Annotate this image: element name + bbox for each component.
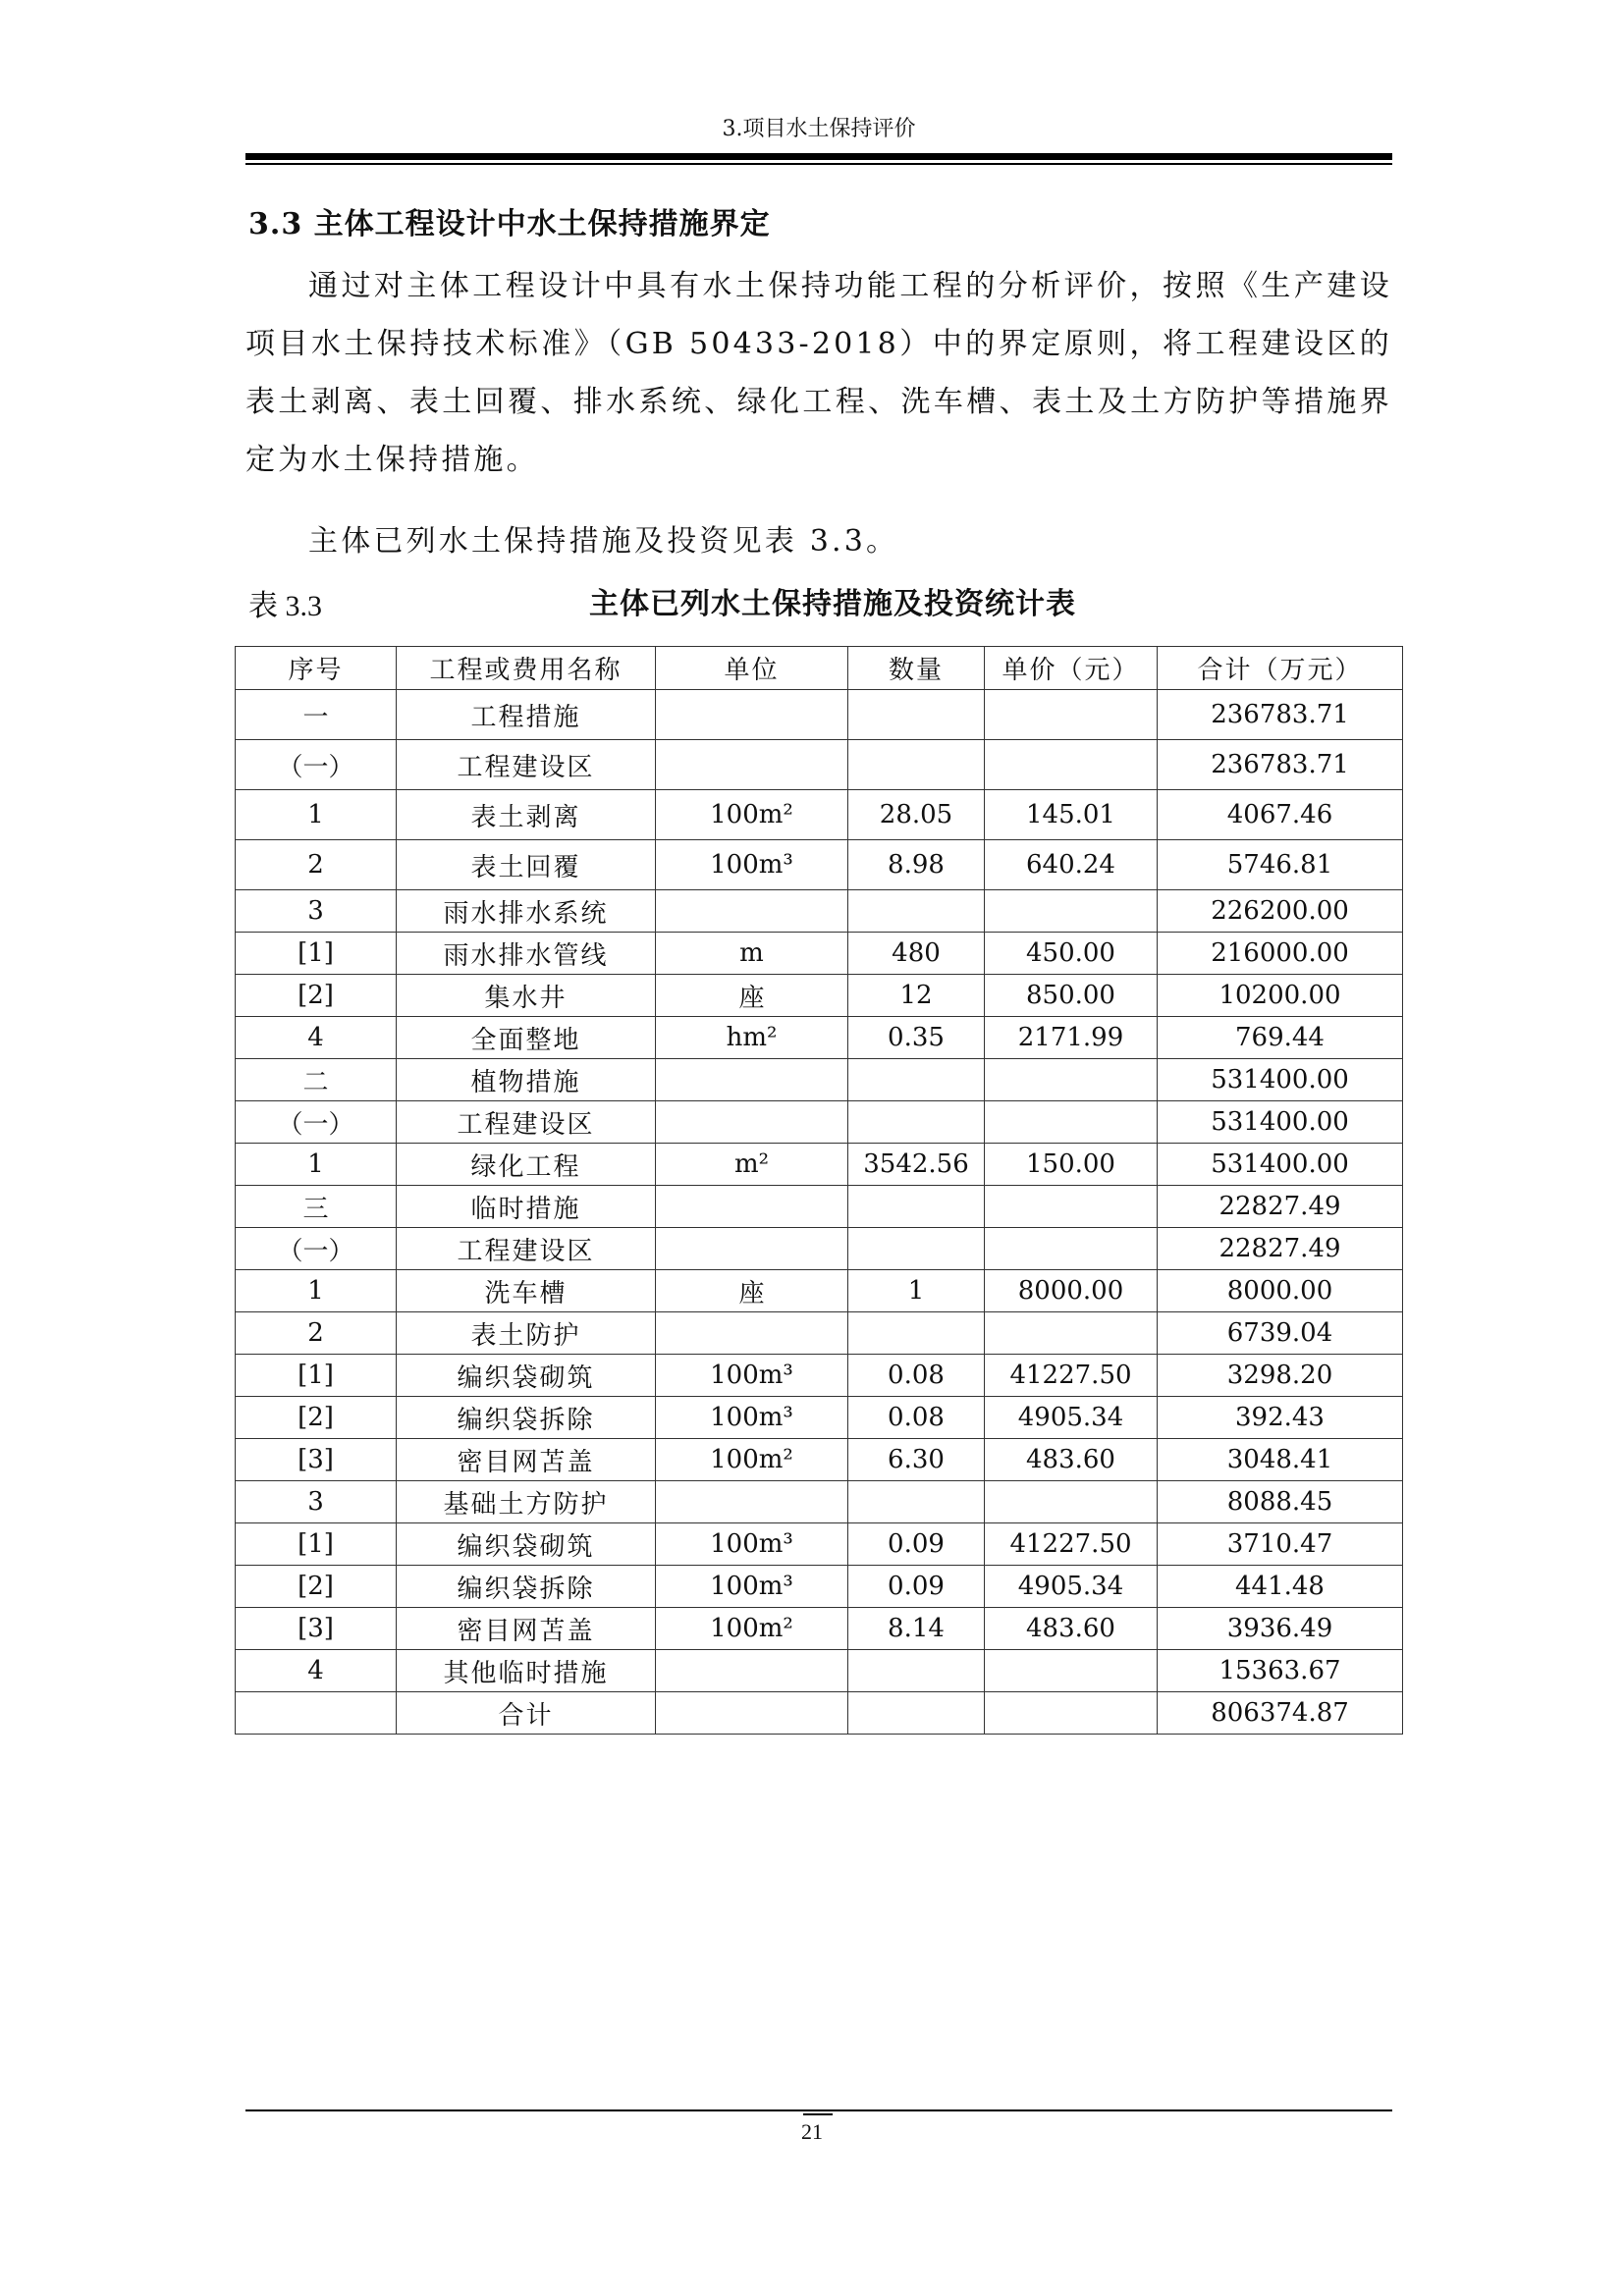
page-number-mark	[803, 2113, 833, 2115]
cell-unit-price	[985, 690, 1158, 740]
cell-name: 密目网苫盖	[397, 1439, 656, 1481]
cell-seq: 1	[236, 790, 397, 840]
cell-seq: 1	[236, 1270, 397, 1312]
cell-name: 全面整地	[397, 1017, 656, 1059]
cell-quantity	[848, 1228, 985, 1270]
cell-seq: 3	[236, 1481, 397, 1523]
cell-total: 216000.00	[1158, 933, 1403, 975]
cell-quantity	[848, 890, 985, 933]
cell-total: 15363.67	[1158, 1650, 1403, 1692]
cell-name: 集水井	[397, 975, 656, 1017]
header-cell-unit: 单位	[656, 647, 848, 690]
cell-name: 植物措施	[397, 1059, 656, 1101]
cell-unit-price	[985, 1312, 1158, 1355]
cell-name: 其他临时措施	[397, 1650, 656, 1692]
header-cell-unit-price: 单价（元）	[985, 647, 1158, 690]
cell-unit-price: 2171.99	[985, 1017, 1158, 1059]
table-row	[236, 1270, 1403, 1312]
cell-unit: 100m³	[656, 1523, 848, 1566]
cell-unit-price	[985, 1692, 1158, 1735]
cell-unit-price: 8000.00	[985, 1270, 1158, 1312]
cell-seq	[236, 1692, 397, 1735]
cell-quantity	[848, 1186, 985, 1228]
cell-unit	[656, 1186, 848, 1228]
cell-name: 工程建设区	[397, 1101, 656, 1144]
cell-total: 531400.00	[1158, 1101, 1403, 1144]
table-row	[236, 790, 1403, 840]
cell-unit	[656, 1059, 848, 1101]
cell-seq: 1	[236, 1144, 397, 1186]
table-row	[236, 1608, 1403, 1650]
cell-quantity	[848, 1312, 985, 1355]
table-row	[236, 1312, 1403, 1355]
cell-name: 编织袋砌筑	[397, 1355, 656, 1397]
cell-seq: 2	[236, 1312, 397, 1355]
cell-unit-price	[985, 890, 1158, 933]
cell-total: 531400.00	[1158, 1144, 1403, 1186]
cell-unit-price: 483.60	[985, 1439, 1158, 1481]
header-cell-name: 工程或费用名称	[397, 647, 656, 690]
cell-unit: 100m²	[656, 1608, 848, 1650]
cell-unit: 座	[656, 1270, 848, 1312]
header-rule-thin	[245, 163, 1392, 165]
table-row	[236, 690, 1403, 740]
cell-unit-price: 4905.34	[985, 1397, 1158, 1439]
cell-total: 392.43	[1158, 1397, 1403, 1439]
header-cell-total: 合计（万元）	[1158, 647, 1403, 690]
cell-unit-price: 850.00	[985, 975, 1158, 1017]
cell-seq: （一）	[236, 740, 397, 790]
cell-name: 编织袋拆除	[397, 1397, 656, 1439]
cell-seq: 三	[236, 1186, 397, 1228]
body-paragraph-1: 通过对主体工程设计中具有水土保持功能工程的分析评价，按照《生产建设项目水土保持技术标准》（GB 50433-2018）中的界定原则，将工程建设区的表土剥离、表土回覆、排水系统、绿化工程、洗车槽、表土及土方防护等措施界定为水土保持措施。	[245, 269, 1392, 477]
cell-quantity: 12	[848, 975, 985, 1017]
cell-quantity: 8.98	[848, 840, 985, 890]
cell-quantity	[848, 1650, 985, 1692]
cell-unit: 100m²	[656, 1439, 848, 1481]
cell-total: 806374.87	[1158, 1692, 1403, 1735]
cell-seq: 3	[236, 890, 397, 933]
cell-name: 编织袋拆除	[397, 1566, 656, 1608]
cell-name: 工程措施	[397, 690, 656, 740]
table-row	[236, 975, 1403, 1017]
header-cell-quantity: 数量	[848, 647, 985, 690]
cell-unit: 100m²	[656, 790, 848, 840]
table-row	[236, 1059, 1403, 1101]
cell-total: 5746.81	[1158, 840, 1403, 890]
cell-total: 8000.00	[1158, 1270, 1403, 1312]
cell-name: 合计	[397, 1692, 656, 1735]
cell-name: 表土回覆	[397, 840, 656, 890]
table-row	[236, 840, 1403, 890]
cell-quantity: 0.09	[848, 1523, 985, 1566]
cell-unit-price	[985, 1228, 1158, 1270]
body-paragraph-2: 主体已列水土保持措施及投资见表 3.3。	[308, 524, 899, 559]
cell-unit-price	[985, 1186, 1158, 1228]
cell-total: 769.44	[1158, 1017, 1403, 1059]
cell-unit: m²	[656, 1144, 848, 1186]
cell-seq: 4	[236, 1650, 397, 1692]
cell-total: 4067.46	[1158, 790, 1403, 840]
cell-unit-price	[985, 1650, 1158, 1692]
table-row	[236, 1144, 1403, 1186]
table-row	[236, 1523, 1403, 1566]
cell-total: 10200.00	[1158, 975, 1403, 1017]
cell-seq: （一）	[236, 1228, 397, 1270]
cell-quantity: 6.30	[848, 1439, 985, 1481]
cell-total: 531400.00	[1158, 1059, 1403, 1101]
table-total-row	[236, 1692, 1403, 1735]
cell-total: 3298.20	[1158, 1355, 1403, 1397]
table-row	[236, 1355, 1403, 1397]
cell-unit: 100m³	[656, 840, 848, 890]
cell-name: 基础土方防护	[397, 1481, 656, 1523]
cell-total: 22827.49	[1158, 1228, 1403, 1270]
table-row	[236, 933, 1403, 975]
cell-unit-price: 41227.50	[985, 1355, 1158, 1397]
cell-unit-price: 640.24	[985, 840, 1158, 890]
table-row	[236, 1439, 1403, 1481]
cell-unit	[656, 1228, 848, 1270]
cell-unit-price: 483.60	[985, 1608, 1158, 1650]
header-cell-seq: 序号	[236, 647, 397, 690]
cell-quantity: 0.35	[848, 1017, 985, 1059]
cell-unit: 100m³	[656, 1397, 848, 1439]
cell-name: 表土防护	[397, 1312, 656, 1355]
cell-seq: [1]	[236, 933, 397, 975]
table-row	[236, 1566, 1403, 1608]
cell-unit: m	[656, 933, 848, 975]
page-number: 21	[801, 2119, 823, 2144]
cell-total: 3710.47	[1158, 1523, 1403, 1566]
cell-quantity	[848, 1101, 985, 1144]
table-caption-number: 表 3.3	[248, 590, 322, 622]
table-row	[236, 1481, 1403, 1523]
header-rule-thick	[245, 153, 1392, 160]
cell-unit	[656, 690, 848, 740]
investment-table	[235, 646, 1403, 1735]
cell-unit	[656, 1650, 848, 1692]
cell-seq: [2]	[236, 975, 397, 1017]
cell-total: 3936.49	[1158, 1608, 1403, 1650]
table-row	[236, 1017, 1403, 1059]
cell-total: 226200.00	[1158, 890, 1403, 933]
table-row	[236, 890, 1403, 933]
cell-unit-price: 450.00	[985, 933, 1158, 975]
cell-seq: （一）	[236, 1101, 397, 1144]
cell-unit-price	[985, 1059, 1158, 1101]
cell-name: 洗车槽	[397, 1270, 656, 1312]
cell-seq: 2	[236, 840, 397, 890]
cell-total: 3048.41	[1158, 1439, 1403, 1481]
cell-name: 雨水排水管线	[397, 933, 656, 975]
table-row	[236, 1186, 1403, 1228]
table-caption-title: 主体已列水土保持措施及投资统计表	[589, 587, 1076, 621]
cell-quantity: 0.09	[848, 1566, 985, 1608]
cell-seq: [1]	[236, 1523, 397, 1566]
cell-unit: 100m³	[656, 1566, 848, 1608]
cell-unit-price	[985, 740, 1158, 790]
cell-total: 236783.71	[1158, 690, 1403, 740]
cell-unit-price: 41227.50	[985, 1523, 1158, 1566]
cell-seq: [2]	[236, 1397, 397, 1439]
cell-unit: hm²	[656, 1017, 848, 1059]
cell-unit: 100m³	[656, 1355, 848, 1397]
cell-unit	[656, 740, 848, 790]
table-header-row	[236, 647, 1403, 690]
section-heading: 3.3 主体工程设计中水土保持措施界定	[248, 207, 771, 241]
cell-name: 编织袋砌筑	[397, 1523, 656, 1566]
cell-quantity	[848, 690, 985, 740]
table-row	[236, 1650, 1403, 1692]
cell-quantity: 28.05	[848, 790, 985, 840]
cell-quantity: 0.08	[848, 1397, 985, 1439]
cell-seq: [1]	[236, 1355, 397, 1397]
cell-unit	[656, 1692, 848, 1735]
cell-unit: 座	[656, 975, 848, 1017]
cell-unit-price: 150.00	[985, 1144, 1158, 1186]
footer-rule	[245, 2109, 1392, 2111]
cell-unit-price: 4905.34	[985, 1566, 1158, 1608]
table-row	[236, 1101, 1403, 1144]
cell-seq: 二	[236, 1059, 397, 1101]
cell-total: 22827.49	[1158, 1186, 1403, 1228]
cell-quantity: 3542.56	[848, 1144, 985, 1186]
cell-quantity	[848, 1481, 985, 1523]
cell-quantity: 0.08	[848, 1355, 985, 1397]
table-row	[236, 1397, 1403, 1439]
cell-unit-price	[985, 1481, 1158, 1523]
cell-total: 8088.45	[1158, 1481, 1403, 1523]
cell-seq: [3]	[236, 1608, 397, 1650]
table-row	[236, 740, 1403, 790]
cell-name: 工程建设区	[397, 1228, 656, 1270]
cell-quantity	[848, 1059, 985, 1101]
cell-name: 雨水排水系统	[397, 890, 656, 933]
cell-quantity: 1	[848, 1270, 985, 1312]
cell-seq: 一	[236, 690, 397, 740]
running-header-title: 3.项目水土保持评价	[722, 117, 916, 141]
cell-name: 工程建设区	[397, 740, 656, 790]
cell-name: 临时措施	[397, 1186, 656, 1228]
cell-unit	[656, 890, 848, 933]
cell-unit	[656, 1312, 848, 1355]
cell-name: 绿化工程	[397, 1144, 656, 1186]
cell-name: 表土剥离	[397, 790, 656, 840]
cell-quantity: 8.14	[848, 1608, 985, 1650]
cell-total: 441.48	[1158, 1566, 1403, 1608]
cell-unit	[656, 1101, 848, 1144]
cell-name: 密目网苫盖	[397, 1608, 656, 1650]
cell-total: 236783.71	[1158, 740, 1403, 790]
cell-unit-price: 145.01	[985, 790, 1158, 840]
cell-seq: [2]	[236, 1566, 397, 1608]
cell-quantity	[848, 1692, 985, 1735]
cell-total: 6739.04	[1158, 1312, 1403, 1355]
cell-unit-price	[985, 1101, 1158, 1144]
cell-quantity: 480	[848, 933, 985, 975]
table-row	[236, 1228, 1403, 1270]
cell-seq: 4	[236, 1017, 397, 1059]
cell-unit	[656, 1481, 848, 1523]
cell-quantity	[848, 740, 985, 790]
cell-seq: [3]	[236, 1439, 397, 1481]
